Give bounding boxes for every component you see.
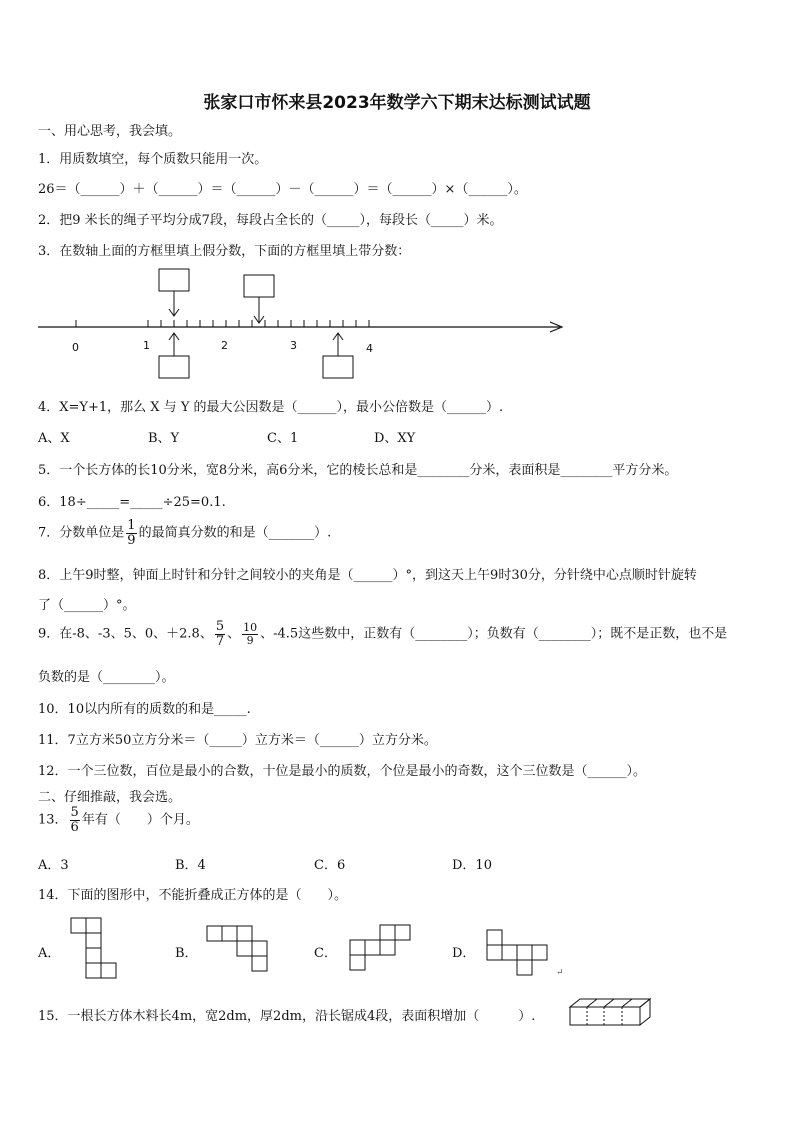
answer-box-top-1 [159, 269, 189, 291]
question-10: 10．10以内所有的质数的和是_____. [38, 702, 251, 717]
q4-option-d[interactable]: D、XY [374, 431, 416, 446]
question-14: 14．下面的图形中，不能折叠成正方体的是（ ）。 [38, 888, 348, 903]
page-title: 张家口市怀来县2023年数学六下期末达标测试试题 [203, 93, 591, 113]
question-9-line-2: 负数的是（________）。 [38, 670, 175, 685]
q9-fraction-1: $\frac{5}{7}$ [215, 619, 225, 649]
section-heading-1: 一、用心思考，我会填。 [38, 124, 182, 139]
q13-option-d[interactable]: D．10 [452, 858, 492, 873]
question-15: 15．一根长方体木料长4m，宽2dm，厚2dm，沿长锯成4段，表面积增加（ ）. [38, 1009, 536, 1024]
number-line-figure [38, 268, 568, 383]
number-line-ticks [76, 320, 369, 327]
question-3: 3．在数轴上面的方框里填上假分数，下面的方框里填上带分数： [38, 244, 411, 259]
tick-label-0: 0 [72, 341, 79, 354]
question-13 [38, 806, 199, 834]
question-9: 9．在-8、-3、5、0、＋2.8、 $\frac{5}{7}$ 、 $\frac{10}{9}$ 、-4.5这些数中，正数有（________）；负数有（________）；既不是正数，也不是 [38, 619, 728, 649]
q13-fraction: $\frac{5}{6}$ [70, 805, 79, 835]
section-heading-2: 二、仔细推敲，我会选。 [38, 790, 182, 805]
paragraph-mark: ↵ [556, 968, 564, 978]
answer-box-bottom-1 [159, 356, 189, 378]
q4-option-b[interactable]: B、Y [148, 431, 180, 446]
tick-label-2: 2 [221, 339, 228, 352]
cube-net-c [350, 925, 411, 970]
question-7 [38, 519, 331, 547]
q13-option-c[interactable]: C．6 [314, 858, 346, 873]
answer-box-top-2 [244, 275, 274, 297]
cube-net-b [207, 926, 268, 971]
question-6: 6．18÷_____=_____÷25=0.1. [38, 495, 226, 510]
q7-text-pre: 7．分数单位是 [38, 525, 125, 541]
question-8-line-2: 了（______）°。 [38, 598, 136, 613]
q13-option-b[interactable]: B．4 [175, 858, 206, 873]
question-12: 12．一个三位数，百位是最小的合数，十位是最小的质数，个位是最小的奇数，这个三位数是（______）。 [38, 764, 647, 779]
answer-box-bottom-2 [323, 356, 353, 378]
q14-option-b[interactable]: B． [175, 946, 198, 961]
q14-option-a[interactable]: A． [38, 946, 61, 961]
tick-label-1: 1 [143, 339, 150, 352]
q14-option-d[interactable]: D． [452, 946, 476, 961]
q7-text-post: 的最简真分数的和是（_______）. [138, 525, 332, 541]
q4-option-a[interactable]: A、X [38, 431, 70, 446]
q13-text-post: 年有（ ）个月。 [81, 812, 199, 828]
question-4: 4．X=Y+1，那么 X 与 Y 的最大公因数是（______），最小公倍数是（______）. [38, 400, 504, 415]
cube-net-a [71, 918, 117, 978]
q9-fraction-2: $\frac{10}{9}$ [243, 621, 258, 647]
question-1: 1．用质数填空，每个质数只能用一次。 [38, 152, 268, 167]
q13-option-a[interactable]: A．3 [38, 858, 69, 873]
q7-fraction: $\frac{1}{9}$ [127, 518, 136, 548]
q13-text-pre: 13． [38, 812, 68, 828]
tick-label-3: 3 [290, 339, 297, 352]
question-1-equation: 26＝（______）＋（______）＝（______）－（______）＝（______）×（______）。 [38, 182, 527, 197]
question-8-line-1: 8．上午9时整，钟面上时针和分针之间较小的夹角是（______）°，到这天上午9时30分，分针绕中心点顺时针旋转 [38, 568, 697, 583]
q9-text-pre: 9．在-8、-3、5、0、＋2.8、 [38, 626, 213, 642]
timber-block-figure [569, 997, 653, 1027]
tick-label-4: 4 [366, 342, 373, 355]
q9-text-post: 、-4.5这些数中，正数有（________）；负数有（________）；既不是正数，也不是 [260, 626, 728, 642]
question-2: 2．把9 米长的绳子平均分成7段，每段占全长的（_____），每段长（_____）米。 [38, 213, 503, 228]
question-5: 5．一个长方体的长10分米，宽8分米，高6分米，它的棱长总和是________分米，表面积是________平方分米。 [38, 463, 678, 478]
cube-net-d [487, 930, 548, 975]
q14-option-c[interactable]: C． [314, 946, 337, 961]
q4-option-c[interactable]: C、1 [267, 431, 299, 446]
question-11: 11．7立方米50立方分米＝（_____）立方米＝（______）立方分米。 [38, 733, 437, 748]
